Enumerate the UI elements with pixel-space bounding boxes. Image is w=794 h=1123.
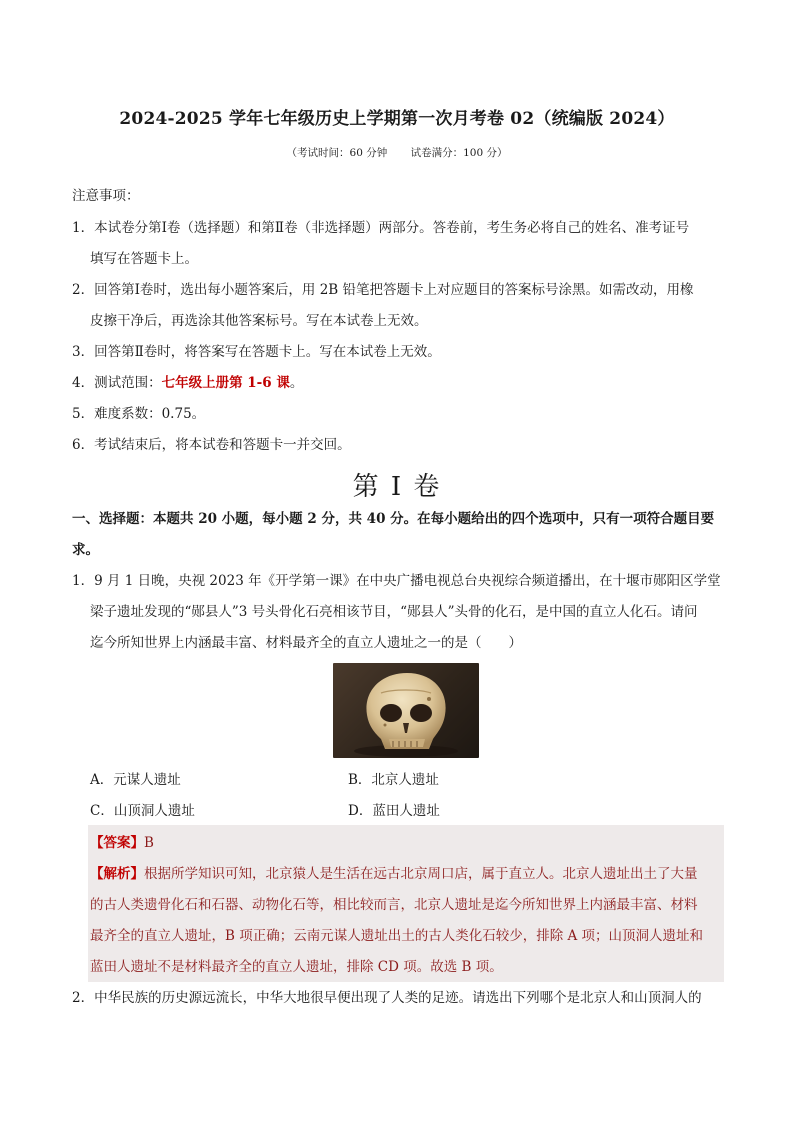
question-1-line-3: 迄今所知世界上内涵最丰富、材料最齐全的直立人遗址之一的是（ ） bbox=[90, 635, 522, 651]
note-2 bbox=[72, 280, 694, 300]
note-1-cont: 填写在答题卡上。 bbox=[90, 251, 198, 267]
test-scope-highlight: 七年级上册第 1-6 课 bbox=[161, 375, 290, 391]
note-text: 回答第Ⅱ卷时，将答案写在答题卡上。写在本试卷上无效。 bbox=[94, 344, 441, 360]
option-c: C．山顶洞人遗址 bbox=[90, 803, 195, 819]
question-number: 2． bbox=[72, 990, 95, 1006]
answer-tag: 【答案】 bbox=[90, 835, 144, 851]
option-d: D．蓝田人遗址 bbox=[348, 803, 440, 819]
option-b: B．北京人遗址 bbox=[348, 772, 439, 788]
note-prefix: 测试范围： bbox=[94, 375, 162, 391]
analysis-line-4: 蓝田人遗址不是材料最齐全的直立人遗址，排除 CD 项。故选 B 项。 bbox=[90, 959, 503, 975]
question-1-line-2: 梁子遗址发现的“郧县人”3 号头骨化石亮相该节目，“郧县人”头骨的化石，是中国的直立人化石。请问 bbox=[90, 604, 698, 620]
note-number: 5． bbox=[72, 406, 95, 422]
exam-time: （考试时间：60 分钟 bbox=[286, 147, 388, 159]
question-1 bbox=[72, 571, 721, 591]
analysis-line-1 bbox=[90, 864, 698, 884]
section-instruction: 一、选择题：本题共 20 小题，每小题 2 分，共 40 分。在每小题给出的四个选项中，只有一项符合题目要 bbox=[72, 511, 715, 527]
answer-value: B bbox=[144, 835, 154, 851]
analysis-text: 根据所学知识可知，北京猿人是生活在远古北京周口店，属于直立人。北京人遗址出土了大量 bbox=[144, 866, 698, 882]
note-text: 难度系数：0.75。 bbox=[94, 406, 206, 422]
page-title: 2024-2025 学年七年级历史上学期第一次月考卷 02（统编版 2024） bbox=[119, 109, 675, 129]
answer-line bbox=[90, 833, 154, 853]
question-text: 9 月 1 日晚，央视 2023 年《开学第一课》在中央广播电视总台央视综合频道播出，在十堰市郧阳区学堂 bbox=[94, 573, 721, 589]
note-text: 本试卷分第Ⅰ卷（选择题）和第Ⅱ卷（非选择题）两部分。答卷前，考生务必将自己的姓名、准考证号 bbox=[94, 220, 690, 236]
note-4 bbox=[72, 373, 303, 393]
question-2 bbox=[72, 988, 702, 1008]
note-5 bbox=[72, 404, 205, 424]
note-number: 1． bbox=[72, 220, 95, 236]
analysis-line-3: 最齐全的直立人遗址，B 项正确；云南元谋人遗址出土的古人类化石较少，排除 A 项；山顶洞人遗址和 bbox=[90, 928, 704, 944]
full-score: 试卷满分：100 分） bbox=[410, 147, 508, 159]
note-text: 回答第Ⅰ卷时，选出每小题答案后，用 2B 铅笔把答题卡上对应题目的答案标号涂黑。如需改动，用橡 bbox=[94, 282, 694, 298]
analysis-line-2: 的古人类遗骨化石和石器、动物化石等，相比较而言，北京人遗址是迄今所知世界上内涵最丰富、材料 bbox=[90, 897, 698, 913]
skull-fossil-image bbox=[333, 663, 479, 758]
section-instruction-cont: 求。 bbox=[72, 542, 99, 558]
analysis-tag: 【解析】 bbox=[90, 866, 144, 882]
note-number: 6． bbox=[72, 437, 95, 453]
note-suffix: 。 bbox=[289, 375, 304, 391]
question-text: 中华民族的历史源远流长，中华大地很早便出现了人类的足迹。请选出下列哪个是北京人和山顶洞人的 bbox=[94, 990, 702, 1006]
question-number: 1． bbox=[72, 573, 95, 589]
note-2-cont: 皮擦干净后，再选涂其他答案标号。写在本试卷上无效。 bbox=[90, 313, 428, 329]
note-1 bbox=[72, 218, 689, 238]
section-title: 第 I 卷 bbox=[352, 472, 442, 502]
note-3 bbox=[72, 342, 441, 362]
skull-icon bbox=[333, 663, 479, 758]
note-number: 3． bbox=[72, 344, 95, 360]
note-6 bbox=[72, 435, 351, 455]
note-number: 2． bbox=[72, 282, 95, 298]
notes-heading: 注意事项： bbox=[72, 188, 140, 204]
note-text: 考试结束后，将本试卷和答题卡一并交回。 bbox=[94, 437, 351, 453]
option-a: A．元谋人遗址 bbox=[90, 772, 181, 788]
note-number: 4． bbox=[72, 375, 95, 391]
exam-info bbox=[0, 145, 794, 160]
